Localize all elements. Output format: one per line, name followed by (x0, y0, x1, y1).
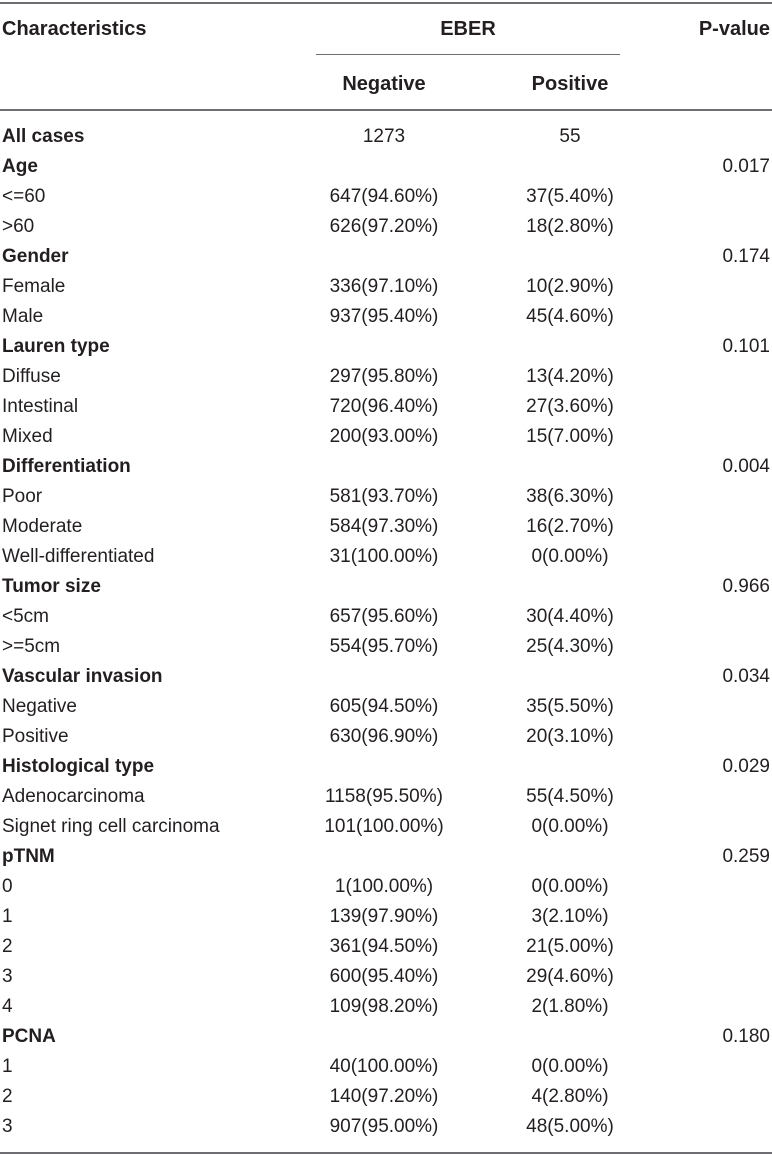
row-label: 4 (2, 996, 13, 1017)
row-label: 1 (2, 1056, 13, 1077)
table-row (0, 692, 772, 722)
cell-positive: 3(2.10%) (531, 906, 609, 927)
table-row (0, 392, 772, 422)
row-label: pTNM (2, 846, 55, 867)
table-row (0, 782, 772, 812)
header-eber: EBER (440, 18, 496, 40)
table-row (0, 422, 772, 452)
cell-positive: 0(0.00%) (531, 1056, 609, 1077)
row-label: Mixed (2, 426, 53, 447)
table-bottom-rule (0, 1152, 772, 1154)
row-label: Negative (2, 696, 77, 717)
row-label: 3 (2, 966, 13, 987)
cell-positive: 0(0.00%) (531, 546, 609, 567)
cell-positive: 55(4.50%) (526, 786, 614, 807)
cell-negative: 581(93.70%) (329, 486, 439, 507)
cell-negative: 657(95.60%) (329, 606, 439, 627)
cell-positive: 27(3.60%) (526, 396, 614, 417)
cell-negative: 584(97.30%) (329, 516, 439, 537)
table-row (0, 302, 772, 332)
row-label: Signet ring cell carcinoma (2, 816, 220, 837)
row-label: Vascular invasion (2, 666, 163, 687)
table-row (0, 212, 772, 242)
cell-negative: 101(100.00%) (324, 816, 444, 837)
row-label: >60 (2, 216, 35, 237)
category-row (0, 752, 772, 782)
cell-positive: 4(2.80%) (531, 1086, 609, 1107)
cell-negative: 336(97.10%) (329, 276, 439, 297)
table-row (0, 362, 772, 392)
row-label: Lauren type (2, 336, 110, 357)
row-label: 2 (2, 1086, 13, 1107)
row-label: 2 (2, 936, 13, 957)
row-label: 1 (2, 906, 13, 927)
header-bottom-rule (0, 109, 772, 111)
category-row (0, 662, 772, 692)
cell-negative: 600(95.40%) (329, 966, 439, 987)
row-label: Tumor size (2, 576, 101, 597)
cell-negative: 140(97.20%) (329, 1086, 439, 1107)
table-row (0, 182, 772, 212)
cell-positive: 13(4.20%) (526, 366, 614, 387)
category-row (0, 452, 772, 482)
row-label: Diffuse (2, 366, 61, 387)
cell-p-value: 0.180 (722, 1026, 770, 1047)
cell-negative: 1(100.00%) (334, 876, 434, 897)
header-characteristics: Characteristics (2, 18, 147, 40)
cell-positive: 45(4.60%) (526, 306, 614, 327)
eber-group-rule (316, 54, 620, 55)
cell-p-value: 0.174 (722, 246, 770, 267)
cell-negative: 109(98.20%) (329, 996, 439, 1017)
row-label: Positive (2, 726, 69, 747)
header-p-value: P-value (698, 18, 770, 40)
table-row (0, 932, 772, 962)
row-label: <=60 (2, 186, 46, 207)
cell-p-value: 0.029 (722, 756, 770, 777)
table-row (0, 602, 772, 632)
row-label: Intestinal (2, 396, 79, 417)
cell-negative: 1158(95.50%) (325, 786, 443, 807)
row-label: Gender (2, 246, 69, 267)
cell-positive: 15(7.00%) (526, 426, 614, 447)
table-row (0, 872, 772, 902)
cell-positive: 10(2.90%) (526, 276, 614, 297)
row-label: Poor (2, 486, 43, 507)
table-row (0, 482, 772, 512)
cell-negative: 907(95.00%) (329, 1116, 439, 1137)
cell-positive: 25(4.30%) (526, 636, 614, 657)
table-row (0, 1052, 772, 1082)
cell-positive: 2(1.80%) (531, 996, 609, 1017)
cell-negative: 626(97.20%) (329, 216, 439, 237)
table-row (0, 812, 772, 842)
cell-p-value: 0.966 (722, 576, 770, 597)
row-label: 3 (2, 1116, 13, 1137)
table-row (0, 512, 772, 542)
cell-positive: 0(0.00%) (531, 876, 609, 897)
row-label: Differentiation (2, 456, 131, 477)
cell-positive: 30(4.40%) (526, 606, 614, 627)
cell-p-value: 0.034 (722, 666, 770, 687)
cell-negative: 200(93.00%) (329, 426, 439, 447)
row-label: Well-differentiated (2, 546, 155, 567)
cell-positive: 0(0.00%) (531, 816, 609, 837)
cell-positive: 48(5.00%) (526, 1116, 614, 1137)
category-row (0, 572, 772, 602)
cell-p-value: 0.004 (722, 456, 770, 477)
cell-positive: 55 (559, 126, 581, 147)
category-row (0, 332, 772, 362)
table-row (0, 1082, 772, 1112)
row-label: Age (2, 156, 38, 177)
row-label: >=5cm (2, 636, 61, 657)
cell-negative: 297(95.80%) (329, 366, 439, 387)
cell-negative: 647(94.60%) (329, 186, 439, 207)
cell-positive: 20(3.10%) (526, 726, 614, 747)
cell-negative: 554(95.70%) (329, 636, 439, 657)
table-row (0, 992, 772, 1022)
cell-negative: 40(100.00%) (329, 1056, 439, 1077)
table-row (0, 1112, 772, 1142)
row-label: PCNA (2, 1026, 56, 1047)
row-label: All cases (2, 126, 85, 147)
cell-positive: 38(6.30%) (526, 486, 614, 507)
category-row (0, 1022, 772, 1052)
table-row (0, 542, 772, 572)
cell-p-value: 0.259 (722, 846, 770, 867)
cell-positive: 29(4.60%) (526, 966, 614, 987)
cell-negative: 630(96.90%) (329, 726, 439, 747)
category-row (0, 122, 772, 152)
cell-positive: 18(2.80%) (526, 216, 614, 237)
table-row (0, 962, 772, 992)
cell-negative: 31(100.00%) (329, 546, 439, 567)
header-negative: Negative (342, 73, 426, 95)
cell-p-value: 0.101 (722, 336, 770, 357)
table-row (0, 722, 772, 752)
row-label: Moderate (2, 516, 83, 537)
cell-negative: 937(95.40%) (329, 306, 439, 327)
row-label: Histological type (2, 756, 155, 777)
row-label: 0 (2, 876, 13, 897)
table-row (0, 272, 772, 302)
cell-negative: 361(94.50%) (329, 936, 439, 957)
cell-p-value: 0.017 (722, 156, 770, 177)
category-row (0, 152, 772, 182)
table-row (0, 632, 772, 662)
row-label: Female (2, 276, 66, 297)
cell-negative: 605(94.50%) (329, 696, 439, 717)
table-top-rule (0, 2, 772, 4)
category-row (0, 842, 772, 872)
table-row (0, 902, 772, 932)
cell-positive: 21(5.00%) (526, 936, 614, 957)
category-row (0, 242, 772, 272)
cell-positive: 37(5.40%) (526, 186, 614, 207)
cell-negative: 1273 (362, 126, 406, 147)
cell-positive: 35(5.50%) (526, 696, 614, 717)
cell-negative: 139(97.90%) (329, 906, 439, 927)
row-label: Male (2, 306, 44, 327)
row-label: Adenocarcinoma (2, 786, 145, 807)
cell-negative: 720(96.40%) (329, 396, 439, 417)
cell-positive: 16(2.70%) (526, 516, 614, 537)
row-label: <5cm (2, 606, 49, 627)
table-body (0, 122, 772, 1142)
header-positive: Positive (531, 73, 609, 95)
